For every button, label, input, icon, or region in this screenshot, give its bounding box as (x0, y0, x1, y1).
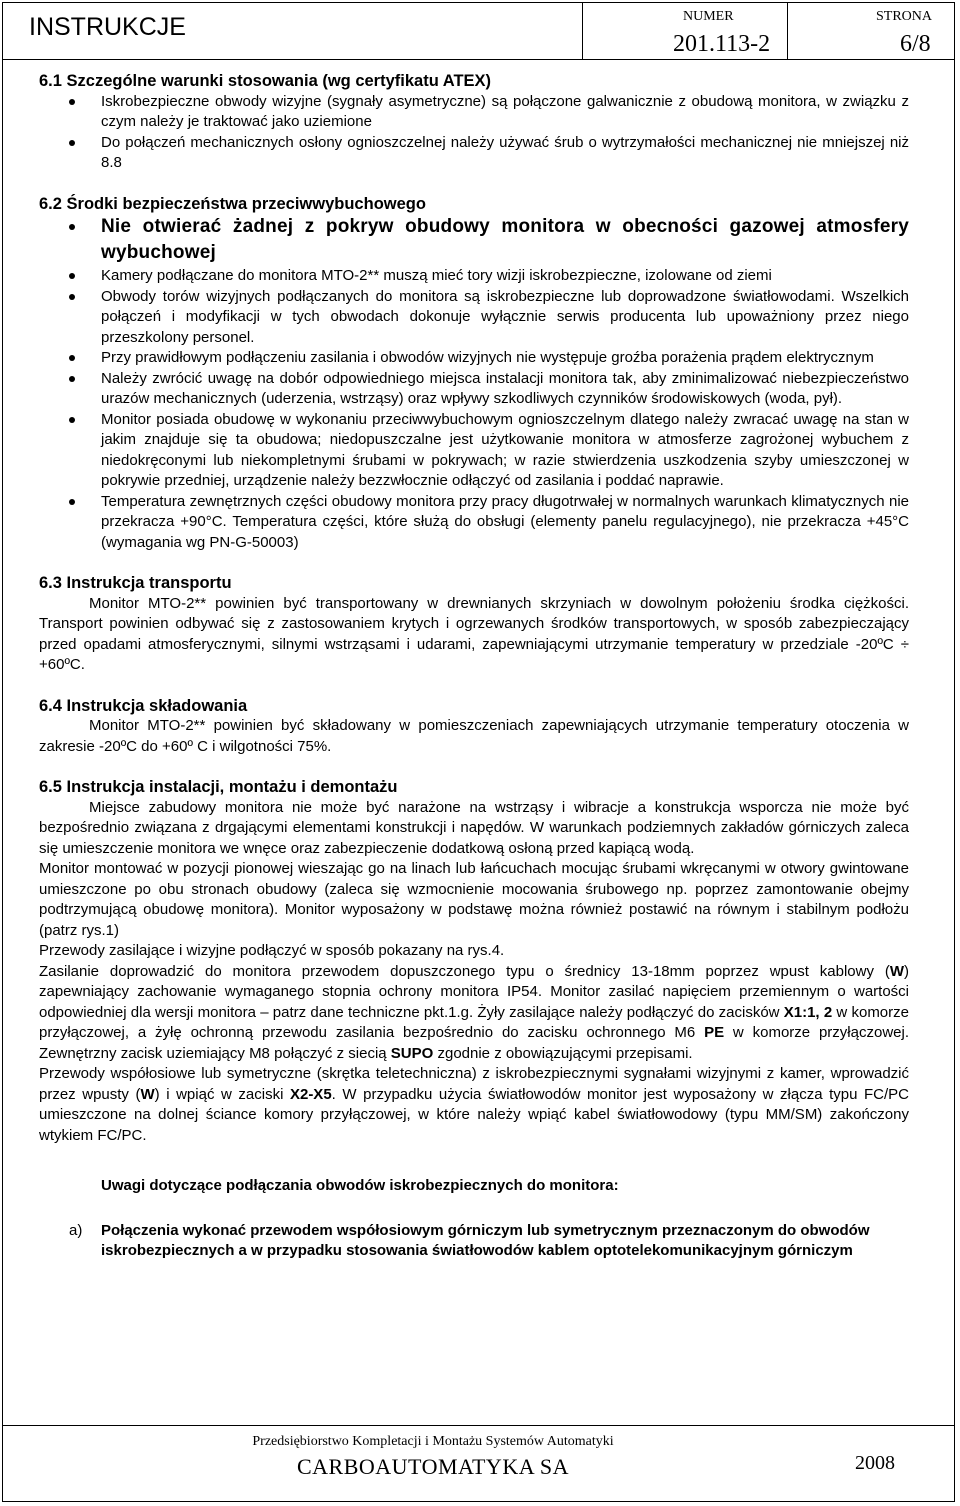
list-item: Do połączeń mechanicznych osłony ognioszczelnej należy używać śrub o wytrzymałości mechanicznej nie mniejszej niż 8.8 (39, 133, 909, 174)
section-6-3-text: Monitor MTO-2** powinien być transportowany w drewnianych skrzyniach w dowolnym położeniu środka ciężkości. Transport powinien odbywać się z zastosowaniem krytych i ogrzewanych środków transportowych, w sposób zabezpieczający przed opadami atmosferycznymi, silnymi wstrząsami i udarami, zapewniającymi utrzymanie temperatury w przedziale -20ºC ÷ +60ºC. (39, 594, 909, 673)
list-item: Obwody torów wizyjnych podłączanych do monitora są iskrobezpieczne lub doprowadzone światłowodami. Wszelkich połączeń i modyfikacji w tych obwodach dokonuje wyłącznie serwis producenta lub upoważniony przez niego przeszkolony personel. (39, 287, 909, 349)
header-number-cell (583, 3, 788, 59)
section-6-1-title: 6.1 Szczególne warunki stosowania (wg certyfikatu ATEX) (39, 72, 492, 90)
paragraph: Przewody współosiowe lub symetryczne (skrętka teletechniczna) z iskrobezpiecznymi sygnałami wizyjnymi z kamer, wprowadzić przez wpusty (W) i wpiąć w zaciski X2-X5. W przypadku użycia światłowodów monitor jest wyposażony w złącza typu FC/PC umieszczone na dolnej ściance komory przyłączowej, w które należy wpiąć kabel światłowodowy (typu MM/SM) zakończony wtykiem FC/PC. (39, 1065, 909, 1144)
list-item: Kamery podłączane do monitora MTO-2** muszą mieć tory wizji iskrobezpieczne, izolowane od ziemi (39, 266, 909, 287)
numer-value: 201.113-2 (673, 31, 771, 57)
list-item: Monitor posiada obudowę w wykonaniu przeciwwybuchowym ognioszczelnym dlatego należy zwracać uwagę na stan w jakim znajduje się ta obudowa; niedopuszczalne jest użytkowanie monitora w atmosferze zagrożonej wybuchem z niedokręconymi lub niekompletnymi śrubami w pokrywach; w razie stwierdzenia uszkodzenia szyby umieszczonej w pokrywie przedniej, urządzenie należy bezzwłocznie odłączyć od zasilania i poddać naprawie. (39, 410, 909, 492)
section-6-3-title: 6.3 Instrukcja transportu (39, 574, 232, 592)
note-a (39, 1221, 909, 1262)
numer-label: NUMER (683, 9, 734, 24)
section-6-4-text: Monitor MTO-2** powinien być składowany w pomieszczeniach zapewniających utrzymanie temperatury otoczenia w zakresie -20ºC do +60º C i wilgotności 75%. (39, 717, 909, 755)
page-footer (3, 1425, 954, 1504)
strona-label: STRONA (876, 9, 933, 24)
header-page-cell (788, 3, 954, 59)
page-content (39, 71, 909, 1262)
footer-company (163, 1434, 703, 1480)
list-item: Przy prawidłowym podłączeniu zasilania i obwodów wizyjnych nie występuje groźba porażenia prądem elektrycznym (39, 348, 909, 369)
footer-company-line1: Przedsiębiorstwo Kompletacji i Montażu Systemów Automatyki (252, 1434, 614, 1449)
list-item: Iskrobezpieczne obwody wizyjne (sygnały asymetryczne) są połączone galwanicznie z obudową monitora, w związku z czym należy je traktować jako uziemione (39, 92, 909, 133)
note-a-text: Połączenia wykonać przewodem współosiowym górniczym lub symetrycznym przeznaczonym do obwodów iskrobezpiecznych a w przypadku stosowania światłowodów kablem optotelekomunikacyjnym górniczym (101, 1221, 870, 1259)
paragraph: Monitor montować w pozycji pionowej wieszając go na linach lub łańcuchach mocując śrubami wkręcanymi w otwory gwintowane umieszczone po obu stronach obudowy (zaleca się wzmocnienie mocowania śrubowego np. poprzez zamontowanie obejmy podtrzymującą obudowę monitora). Monitor wyposażony w podstawę można również postawić na równym i stabilnym podłożu (patrz rys.1) (39, 860, 909, 939)
paragraph: Miejsce zabudowy monitora nie może być narażone na wstrząsy i wibracje a konstrukcja wsporcza nie może być bezpośrednio związana z drgającymi elementami konstrukcji i napędów. W warunkach podziemnych zakładów górniczych zaleca się umieszczenie monitora we wnęce oraz zabezpieczenie dodatkową osłoną przed kapiącą wodą. (39, 798, 909, 857)
section-6-5-title: 6.5 Instrukcja instalacji, montażu i demontażu (39, 778, 398, 796)
footer-year: 2008 (855, 1452, 895, 1474)
section-6-4-title: 6.4 Instrukcja składowania (39, 696, 248, 715)
header-title-cell (3, 3, 583, 59)
footer-company-name: CARBOAUTOMATYKA SA (296, 1454, 570, 1479)
warning-item: Nie otwierać żadnej z pokryw obudowy monitora w obecności gazowej atmosfery wybuchowej (39, 214, 909, 266)
document-page (2, 2, 955, 1502)
header-title: INSTRUKCJE (29, 13, 186, 41)
note-a-label: a) (69, 1221, 83, 1239)
strona-value: 6/8 (900, 31, 931, 57)
list-item: Należy zwrócić uwagę na dobór odpowiedniego miejsca instalacji monitora tak, aby zminimalizować niebezpieczeństwo urazów mechanicznych (uderzenia, wstrząsy) oraz wpływy szkodliwych czynników środowiskowych (woda, pył). (39, 369, 909, 410)
paragraph: Przewody zasilające i wizyjne podłączyć w sposób pokazany na rys.4. (39, 942, 505, 959)
paragraph: Zasilanie doprowadzić do monitora przewodem dopuszczonego typu o średnicy 13-18mm poprzez wpust kablowy (W) zapewniający zachowanie wymaganego stopnia ochrony monitora IP54. Monitor zasilać napięciem przemiennym o wartości odpowiedniej dla wersji monitora – patrz dane techniczne pkt.1.g. Żyły zasilające należy podłączyć do zacisków X1:1, 2 w komorze przyłączowej, a żyłę ochronną przewodu zasilania bezpośrednio do zacisku ochronnego M6 PE w komorze przyłączowej. Zewnętrzny zacisk uziemiający M8 połączyć z siecią SUPO zgodnie z obowiązującymi przepisami. (39, 962, 909, 1062)
notes-title: Uwagi dotyczące podłączania obwodów iskrobezpiecznych do monitora: (101, 1177, 619, 1194)
section-6-2-title: 6.2 Środki bezpieczeństwa przeciwwybuchowego (39, 194, 426, 213)
list-item: Temperatura zewnętrznych części obudowy monitora przy pracy długotrwałej w normalnych warunkach klimatycznych nie przekracza +90°C. Temperatura części, które służą do obsługi (elementy panelu regulacyjnego), nie przekracza +45°C (wymagania wg PN-G-50003) (39, 492, 909, 554)
page-header (3, 3, 954, 60)
